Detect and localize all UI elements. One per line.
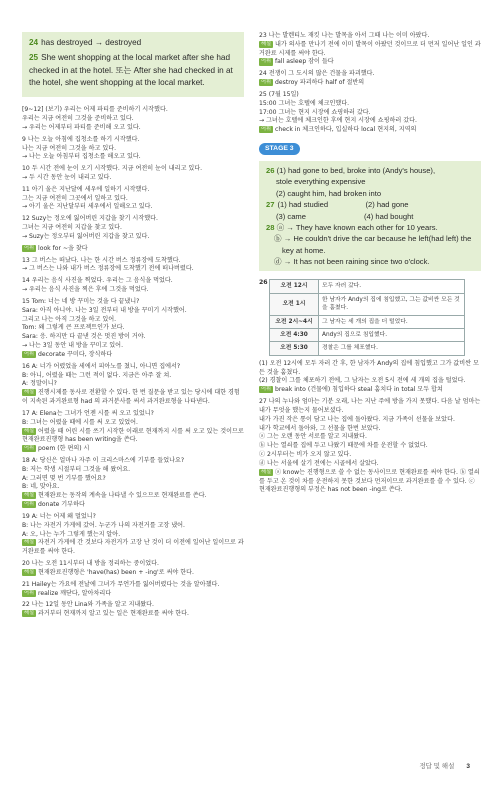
- explanation-item: [22, 136, 244, 162]
- note-text: poem (한 편의) 시: [38, 445, 90, 453]
- answer-line: (3) came: [276, 211, 306, 221]
- explanation-item: [22, 601, 244, 619]
- schedule-time: 오전 2시~4시: [270, 315, 319, 328]
- explanation-line: B: 그녀는 어렸을 때에 시를 써 오고 있었어.: [22, 418, 138, 426]
- answer-line: ⓓ → It has not been raining since two o'clock.: [274, 257, 430, 267]
- answer-25: [29, 52, 237, 89]
- explanation-head: 15 Tom: 너는 네 방 꾸미는 것을 다 끝냈니?: [22, 297, 140, 305]
- explanation-line: → 그녀는 호텔에 체크인한 후에 현지 시장에 쇼핑하러 갔다.: [259, 117, 417, 125]
- explanation-line: ⓒ 2시부터는 비가 오지 않고 있다.: [259, 451, 352, 459]
- explanation-line: → Suzy는 정오부터 잃어버린 지갑을 찾고 있다.: [22, 232, 150, 240]
- explanation-note: [22, 389, 244, 407]
- note-text: 자전거 가게에 간 것보다 자전거가 고장 난 것이 더 이전에 일어난 일이므로 과거완료를 써야 한다.: [22, 539, 244, 556]
- left-column: [22, 32, 244, 622]
- explanation-head: [9~12] (보기) 우리는 어제 파티를 준비하기 시작했다.: [22, 106, 168, 114]
- vocabulary-tag: 어휘: [24, 244, 35, 251]
- vocabulary-note: [259, 79, 481, 88]
- explanation-line: Sara: 아직 아니야. 나는 3일 전부터 내 방을 꾸미기 시작했어.: [22, 306, 187, 314]
- explanation-list: [22, 106, 244, 619]
- explanation-item: [259, 70, 481, 88]
- explanation-item: [22, 277, 244, 295]
- answer-text: She went shopping at the local market after she had checked in at the hotel. 또는 After she had checked in at the hotel, she went shopping at the local market.: [29, 53, 233, 87]
- explanation-tag: 해설: [261, 468, 272, 475]
- note-text: destroy 파괴하다 half of 절반의: [275, 79, 365, 87]
- explanation-item: [22, 410, 244, 454]
- vocabulary-tag: 어휘: [261, 386, 272, 393]
- schedule-row: [270, 293, 465, 315]
- schedule-time: 오전 4:30: [270, 329, 319, 342]
- explanation-tag: 해설: [24, 427, 35, 434]
- explanation-item: [22, 581, 244, 599]
- vocabulary-tag: 어휘: [261, 126, 272, 133]
- explanation-head: 12 Suzy는 정오에 잃어버린 지갑을 찾기 시작했다.: [22, 215, 158, 223]
- note-text: 내가 의사를 만나기 전에 이미 발목이 아팠던 것이므로 더 먼저 일어난 일인 과거완료 시제를 써야 한다.: [259, 40, 481, 57]
- explanation-head: 9 나는 오늘 아침에 집청소를 하기 시작했다.: [22, 135, 140, 143]
- explanation-lines: [259, 416, 481, 495]
- explanation-line: → 나는 오늘 아침부터 집청소를 해오고 있다.: [22, 153, 141, 161]
- explanation-head: 17 A: Elena는 그녀가 언젠 시를 써 오고 있었니?: [22, 409, 154, 417]
- schedule-explanation: [259, 360, 481, 395]
- explanation-head: 24 전쟁이 그 도시의 많은 건물을 파괴했다.: [259, 70, 375, 78]
- explanation-item: [259, 91, 481, 135]
- answer-number: 24: [29, 38, 39, 47]
- explanation-line: Tom: 왜 그렇게 큰 프로젝트인가 보다.: [22, 324, 125, 332]
- explanation-item: [22, 165, 244, 183]
- explanation-tag: 해설: [24, 389, 35, 396]
- vocabulary-note: [259, 386, 481, 395]
- explanation-note: [22, 492, 244, 501]
- schedule-time: 오전 12시: [270, 280, 319, 293]
- schedule-table: [269, 279, 465, 355]
- explanation-head: 25 (7월 15일): [259, 90, 299, 98]
- explanation-line: → 아기 울은 지난달부터 세우에서 일해오고 있다.: [22, 203, 153, 211]
- vocabulary-tag: 어휘: [24, 501, 35, 508]
- answer-line: (1) had gone to bed, broke into (Andy's house),: [276, 165, 436, 175]
- vocabulary-note: [22, 445, 244, 454]
- explanation-head: 22 나는 12일 동안 Lina와 가족을 알고 지내왔다.: [22, 601, 154, 609]
- answer-line: ⓐ → They have known each other for 10 years.: [276, 222, 438, 232]
- answer-box: [22, 32, 244, 97]
- explanation-line: A: 그러면 몇 번 기부를 했어요?: [22, 474, 106, 482]
- vocabulary-note: [259, 126, 481, 135]
- explanation-line: B: 나는 자전거 가게에 갔어. 누군가 나의 자전거를 고장 냈어.: [22, 521, 185, 529]
- explanation-line: 내가 가진 작은 통이 담고 나는 집에 돌아왔다. 지금 가족이 선물을 보았다.: [259, 415, 455, 423]
- explanation-item: [22, 215, 244, 241]
- answer-number: 26: [266, 165, 275, 175]
- answer-line: (2) caught him, had broken into: [276, 188, 382, 198]
- answer-line: stole everything expensive: [276, 177, 366, 187]
- stage-badge: STAGE 3: [259, 143, 300, 155]
- vocabulary-tag: 어휘: [261, 79, 272, 86]
- explanation-item: [22, 363, 244, 407]
- note-text: fall asleep 잠이 들다: [275, 58, 334, 66]
- answer-line: (2) had gone: [365, 200, 409, 210]
- schedule-event: 경찰은 그를 체포했다.: [319, 342, 465, 355]
- schedule-event: Andy의 집으로 침입했다.: [319, 329, 465, 342]
- note-text: realize 깨닫다, 알아차리다: [38, 589, 112, 597]
- vocabulary-note: [259, 58, 481, 67]
- answer-line: (4) had bought: [364, 211, 414, 221]
- explanation-tag: 해설: [261, 40, 272, 47]
- note-text: 현재완료는 동작의 계속을 나타낼 수 있으므로 현재완료를 쓴다.: [38, 492, 207, 500]
- explanation-list-continued: [259, 32, 481, 135]
- vocabulary-note: [22, 590, 244, 599]
- note-text: 과거부터 현재까지 알고 있는 일은 현재완료를 써야 한다.: [38, 610, 189, 618]
- vocabulary-tag: 어휘: [261, 58, 272, 65]
- explanation-head: 18 A: 당신은 얼마나 자주 이 크리스마스에 기부를 들었나요?: [22, 457, 185, 464]
- explanation-item: [22, 298, 244, 360]
- explanation-line: → 나는 3일 동안 내 방을 꾸미고 있어.: [22, 342, 124, 350]
- explanation-line: A: 정말이니?: [22, 380, 57, 388]
- answer-line: (1) had studied: [277, 200, 329, 210]
- explanation-head: 20 나는 오전 11시부터 내 방을 정리하는 중이었다.: [22, 560, 159, 568]
- explanation-head: 10 두 시간 전에 눈이 오기 시작했다. 지금 여전히 눈이 내리고 있다.: [22, 165, 203, 173]
- explanation-line: 그리고 나는 아직 그것을 하고 있어.: [22, 315, 117, 323]
- note-text: 어렸을 때 어린 시를 쓰기 시작한 이래로 현재까지 시를 써 오고 있는 것이므로 현재완료진행형 has been writing을 쓴다.: [22, 427, 244, 444]
- page-footer: [419, 761, 470, 770]
- explanation-tag: 해설: [24, 568, 35, 575]
- explanation-line: 내가 학교에서 돌아와, 그 선물을 한번 보았다.: [259, 424, 381, 432]
- schedule-block: [259, 279, 481, 355]
- explanation-head: 16 A: 너가 어렸었을 세에서 피아노를 쳤니, 아니면 집에서?: [22, 362, 181, 370]
- vocabulary-tag: 어휘: [24, 445, 35, 452]
- schedule-event: 한 남자가 Andy의 집에 침입했고, 그는 값비싼 모든 것을 훔쳤다.: [319, 293, 465, 315]
- explanation-line: → 우리는 음식 사진을 찍은 후에 그것을 먹었다.: [22, 286, 149, 294]
- explanation-item: [22, 106, 244, 132]
- explanation-item: [22, 560, 244, 578]
- note-text: decorate 꾸미다, 장식하다: [38, 350, 113, 358]
- explanation-line: A: 오, 나는 누가 그렇게 했는지 알아.: [22, 530, 121, 538]
- explanation-line: ⓑ 나는 열쇠를 집에 두고 나왔기 때문에 차를 운전할 수 없었다.: [259, 442, 428, 450]
- note-text: donate 기부하다: [38, 501, 85, 509]
- explanation-head: 19 A: 너는 어제 왜 멀었니?: [22, 512, 96, 520]
- explanation-head: 11 아기 울은 지난달에 세우에 일하기 시작했다.: [22, 185, 150, 193]
- explanation-item: [22, 257, 244, 275]
- explanation-line: 그녀는 지금 여전히 지갑을 찾고 있다.: [22, 224, 122, 232]
- note-text: check in 체크인하다, 입실하다 local 현지의, 지역의: [275, 126, 417, 134]
- explanation-tag: 해설: [24, 539, 35, 546]
- explanation-item: [22, 245, 244, 254]
- explanation-line: 17:00 그녀는 현지 시장에 쇼핑하러 갔다.: [259, 108, 371, 116]
- answer-24: [29, 37, 237, 49]
- schedule-time: 오전 1시: [270, 293, 319, 315]
- explanation-line: Sara: 응. 하지만 다 끝낸 것은 멋진 방이 거야.: [22, 333, 146, 341]
- explanation-line: ⓐ 그는 오랜 동안 서로를 알고 지내왔다.: [259, 433, 367, 441]
- stage3-answer-box: [259, 161, 481, 272]
- stage-header: [259, 143, 481, 155]
- answer-26: [266, 165, 474, 199]
- explanation-item: [259, 32, 481, 67]
- explanation-line: B: 네, 맞아요.: [22, 483, 60, 491]
- answer-27: [266, 199, 474, 222]
- explanation-line: ⓓ 나는 서울에 살기 전에는 시골에서 살았다.: [259, 459, 379, 467]
- schedule-event: 모두 자러 갔다.: [319, 280, 465, 293]
- note-text: ⓐ know는 진행형으로 쓸 수 없는 동사이므로 현재완료를 써야 한다. ⓑ 열쇠를 두고 온 것이 차를 운전하지 못한 것보다 먼저이므로 과거완료를 쓸 수 있다. ⓒ 현재완료진행형의 부정은 has not been -ing로 쓴다.: [259, 468, 480, 494]
- explanation-note: [259, 469, 481, 495]
- schedule-time: 오전 5:30: [270, 342, 319, 355]
- schedule-row: [270, 315, 465, 328]
- answer-line: ⓑ → He couldn't drive the car because he left(had left) the key at home.: [274, 234, 472, 255]
- schedule-row: [270, 329, 465, 342]
- footer-label: 정답 및 해설: [419, 763, 455, 770]
- explanation-tag: 해설: [24, 492, 35, 499]
- vocabulary-tag: 어휘: [24, 589, 35, 596]
- explanation-line: 우리는 지금 여전히 그것을 준비하고 있다.: [22, 115, 134, 123]
- answer-number: 27: [266, 200, 275, 210]
- explanation-item: [22, 513, 244, 557]
- explanation-note: [22, 610, 244, 619]
- schedule-row: [270, 280, 465, 293]
- explanation-line: 그는 지금 여전히 그곳에서 일하고 있다.: [22, 194, 128, 202]
- answer-text: has destroyed → destroyed: [41, 38, 142, 47]
- explanation-line: 15:00 그녀는 호텔에 체크인했다.: [259, 99, 350, 107]
- schedule-event: 그 남자는 세 개의 집을 더 털었다.: [319, 315, 465, 328]
- explanation-line: B: 아니, 어렸을 때는 그런 적이 없다. 지금은 아주 잘 쳐.: [22, 371, 172, 379]
- note-text: break into (건물에) 침입하다 steal 훔치다 in total 모두 합쳐: [275, 386, 443, 394]
- explanation-head: 23 나는 발렌티노 재킷 나는 발목을 아서 그때 나는 이미 아팠다.: [259, 32, 430, 39]
- explanation-27: [259, 398, 481, 495]
- right-column: [259, 32, 481, 498]
- explanation-line: B: 저는 학생 시절부터 그것을 해 왔어요.: [22, 465, 131, 473]
- answer-number: 25: [29, 53, 39, 63]
- explanation-tag: 해설: [24, 610, 35, 617]
- vocabulary-tag: 어휘: [24, 350, 35, 357]
- note-text: 현재완료진행형은 'have(has) been + -ing'로 써야 한다.: [38, 568, 194, 576]
- question-number: 26: [259, 279, 268, 287]
- explanation-item: [22, 457, 244, 510]
- explanation-line: (1) 오전 12시에 모두 자러 간 후, 한 남자가 Andy의 집에 침입했고 그가 값비싼 모든 것을 훔쳤다.: [259, 359, 479, 376]
- explanation-head: 13 그 버스는 떠났다. 나는 한 시간 버스 정류장에 도착했다.: [22, 256, 181, 264]
- vocabulary-note: [22, 351, 244, 360]
- explanation-line: 나는 지금 여전히 그것을 하고 있다.: [22, 144, 117, 152]
- vocabulary-note: [22, 245, 244, 254]
- explanation-line: → 두 시간 동안 눈이 내리고 있다.: [22, 173, 112, 181]
- answer-28: [266, 222, 474, 268]
- explanation-note: [22, 539, 244, 557]
- vocabulary-note: [22, 501, 244, 510]
- page-number: 3: [466, 763, 470, 770]
- explanation-note: [22, 428, 244, 446]
- note-text: 진행시제를 동사로 전환할 수 있다. 한 번 질문을 받고 있는 당시에 대한 경험이 지속된 과거완료형 had 의 과거분사를 써서 과거완료형을 나타낸다.: [22, 389, 240, 406]
- explanation-head: 14 우리는 음식 사진을 찍었다. 우리는 그 음식을 먹었다.: [22, 277, 173, 285]
- explanation-line: (2) 경찰이 그를 체포하기 전에, 그 남자는 오전 5시 전에 세 개의 집을 털었다.: [259, 377, 466, 385]
- explanation-head: 27 나의 누나와 엄마는 기분 오래, 나는 지난 주에 방을 가지 못했다. 다음 날 엄마는 내가 무엇을 했는지 물어보셨다.: [259, 398, 481, 414]
- explanation-line: → 그 버스는 나와 내가 버스 정류장에 도착했기 전에 떠나버렸다.: [22, 265, 194, 273]
- note-text: look for ~을 찾다: [38, 244, 88, 252]
- explanation-note: [22, 569, 244, 578]
- explanation-line: → 우리는 어제부터 파티를 준비해 오고 있다.: [22, 123, 141, 131]
- explanation-note: [259, 41, 481, 59]
- explanation-item: [22, 186, 244, 212]
- schedule-row: [270, 342, 465, 355]
- answer-number: 28: [266, 222, 275, 232]
- explanation-head: 21 Hailey는 가요에 전날에 그녀가 무언가를 잃어버렸다는 것을 알아챘다.: [22, 580, 220, 588]
